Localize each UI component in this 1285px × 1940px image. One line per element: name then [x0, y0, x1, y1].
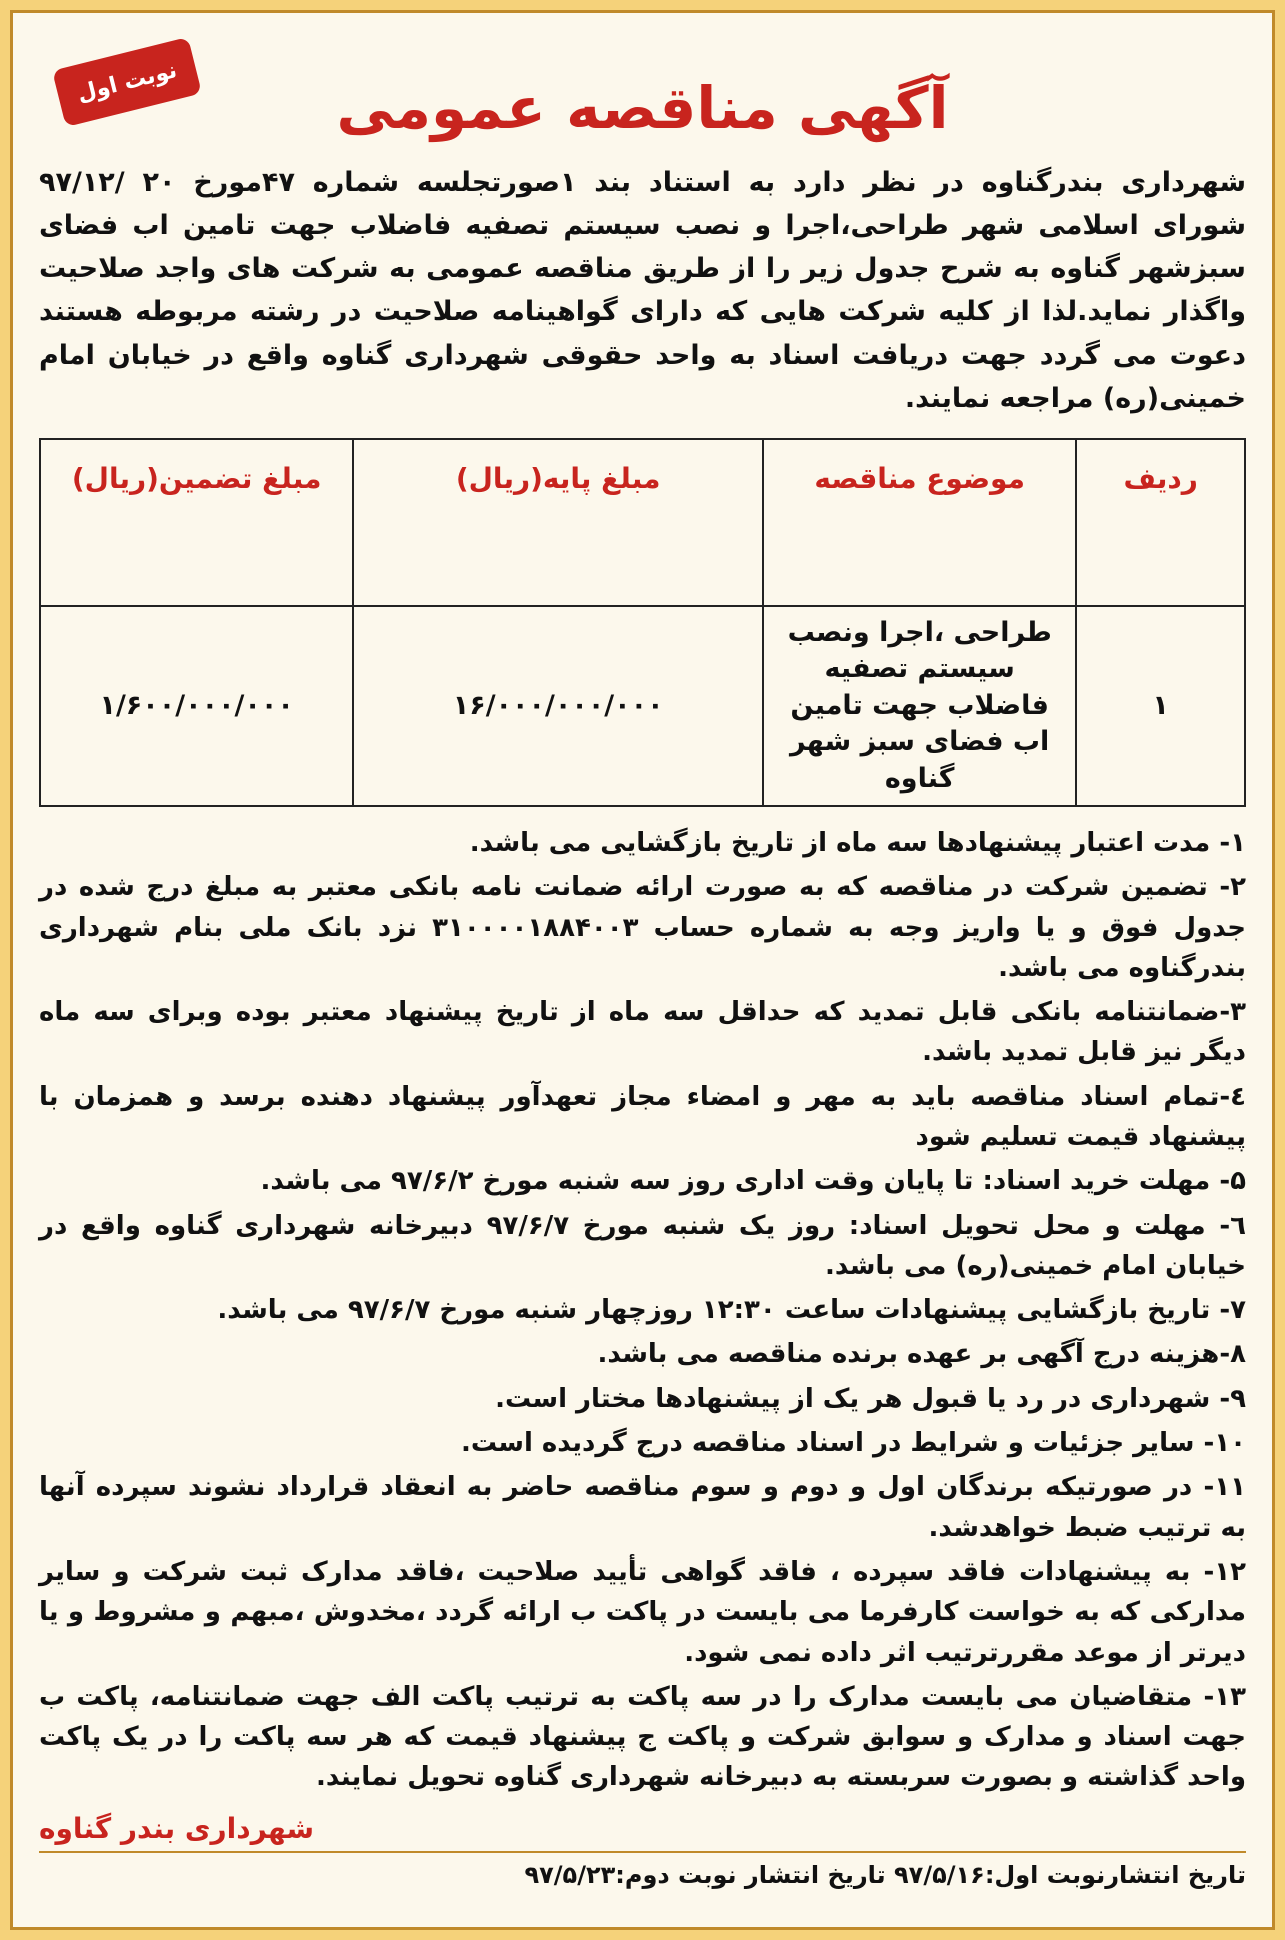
cell-row-number: ۱ — [1076, 606, 1245, 806]
notice-frame — [10, 10, 1275, 1930]
notice-title: آگهی مناقصه عمومی — [336, 74, 949, 142]
term-item: ۷- تاریخ بازگشایی پیشنهادات ساعت ۱۲:۳۰ روزچهار شنبه مورخ ۹۷/۶/۷ می باشد. — [217, 1295, 1246, 1326]
term-item: ۱۱- در صورتیکه برندگان اول و دوم و سوم مناقصه حاضر به انعقاد قرارداد نشوند سپرده آنها به ترتیب ضبط خواهدشد. — [39, 1472, 1246, 1543]
turn-badge: نوبت اول — [52, 37, 202, 127]
table-row — [40, 606, 1245, 806]
header-guarantee-amount: مبلغ تضمین(ریال) — [40, 439, 353, 606]
tender-table — [39, 438, 1246, 807]
term-item: ۱- مدت اعتبار پیشنهادها سه ماه از تاریخ بازگشایی می باشد. — [469, 827, 1246, 858]
terms-list — [39, 823, 1246, 1798]
term-item: ۸-هزینه درج آگهی بر عهده برنده مناقصه می باشد. — [597, 1339, 1246, 1370]
term-item: ۲- تضمین شرکت در مناقصه که به صورت ارائه ضمانت نامه بانکی معتبر به مبلغ درج شده در جدول فوق و یا واریز وجه به شماره حساب ۳۱۰۰۰۰۱۸۸۴۰۰۳ نزد بانک ملی بنام شهرداری بندرگناوه می باشد. — [39, 872, 1246, 983]
term-item: ۱۳- متقاضیان می بایست مدارک را در سه پاکت به ترتیب پاکت الف جهت ضمانتنامه، پاکت ب جهت اسناد و مدارک و سوابق شرکت و پاکت ج پیشنهاد قیمت که هر سه پاکت را در یک پاکت واحد گذاشته و بصورت سربسته به دبیرخانه شهرداری گناوه تحویل نمایند. — [39, 1681, 1246, 1793]
term-item: ۱۲- به پیشنهادات فاقد سپرده ، فاقد گواهی تأیید صلاحیت ،فاقد مدارک ثبت شرکت و سایر مدارکی که به خواست کارفرما می بایست در پاکت ب ارائه گردد ،مخدوش ،مبهم و مشروط و یا دیرتر از موعد مقررترتیب اثر داده نمی شود. — [39, 1556, 1246, 1668]
table-header-row — [40, 439, 1245, 606]
header-base-amount: مبلغ پایه(ریال) — [353, 439, 763, 606]
header-row-number: ردیف — [1076, 439, 1245, 606]
term-item: ۹- شهرداری در رد یا قبول هر یک از پیشنهادها مختار است. — [495, 1383, 1246, 1414]
cell-guarantee-amount: ۱/۶۰۰/۰۰۰/۰۰۰ — [40, 606, 353, 806]
term-item: ۵- مهلت خرید اسناد: تا پایان وقت اداری روز سه شنبه مورخ ۹۷/۶/۲ می باشد. — [260, 1166, 1246, 1197]
term-item: ٤-تمام اسناد مناقصه باید به مهر و امضاء مجاز تعهدآور پیشنهاد دهنده برسد و همزمان با پیشنهاد قیمت تسلیم شود — [39, 1081, 1246, 1152]
term-item: ۳-ضمانتنامه بانکی قابل تمدید که حداقل سه ماه از تاریخ پیشنهاد معتبر بوده وبرای سه ماه دیگر نیز قابل تمدید باشد. — [39, 997, 1246, 1068]
cell-subject: طراحی ،اجرا ونصب سیستم تصفیه فاضلاب جهت تامین اب فضای سبز شهر گناوه — [763, 606, 1076, 806]
term-item: ۱۰- سایر جزئیات و شرایط در اسناد مناقصه درج گردیده است. — [460, 1428, 1246, 1459]
cell-base-amount: ۱۶/۰۰۰/۰۰۰/۰۰۰ — [353, 606, 763, 806]
publication-dates: تاریخ انتشارنوبت اول:۹۷/۵/۱۶ تاریخ انتشار نوبت دوم:۹۷/۵/۲۳ — [39, 1851, 1246, 1889]
term-item: ٦- مهلت و محل تحویل اسناد: روز یک شنبه مورخ ۹۷/۶/۷ دبیرخانه شهرداری گناوه واقع در خیابان امام خمینی(ره) می باشد. — [39, 1210, 1246, 1281]
header-subject: موضوع مناقصه — [763, 439, 1076, 606]
signature: شهرداری بندر گناوه — [39, 1811, 315, 1845]
intro-paragraph: شهرداری بندرگناوه در نظر دارد به استناد بند ۱صورتجلسه شماره ۴۷مورخ ۲۰ /۹۷/۱۲ شورای اسلامی شهر طراحی،اجرا و نصب سیستم تصفیه فاضلاب جهت تامین اب فضای سبزشهر گناوه به شرح جدول زیر را از طریق مناقصه عمومی به شرکت های واجد صلاحیت واگذار نماید.لذا از کلیه شرکت هایی که دارای گواهینامه صلاحیت در رشته مربوطه هستند دعوت می گردد جهت دریافت اسناد به واحد حقوقی شهرداری گناوه واقع در خیابان امام خمینی(ره) مراجعه نمایند. — [39, 166, 1246, 414]
